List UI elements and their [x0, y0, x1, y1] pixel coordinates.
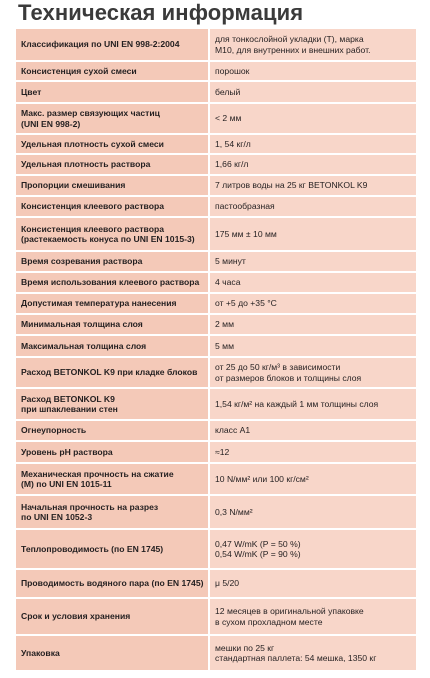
- row-label: Консистенция клеевого раствора (растекаемость конуса по UNI EN 1015-3): [21, 223, 195, 244]
- row-value: 12 месяцев в оригинальной упаковке в сухом прохладном месте: [215, 606, 364, 627]
- tech-info-table: [16, 29, 416, 670]
- row-label: Минимальная толщина слоя: [21, 319, 143, 330]
- table-row: [16, 442, 416, 464]
- row-label: Максимальная толщина слоя: [21, 340, 147, 351]
- row-label: Расход BETONKOL K9 при кладке блоков: [21, 367, 198, 378]
- row-value: 5 минут: [215, 256, 246, 267]
- table-row: [16, 176, 416, 197]
- row-value: пастообразная: [215, 201, 275, 212]
- row-value: 7 литров воды на 25 кг BETONKOL K9: [215, 180, 368, 191]
- row-label: Теплопроводимость (по EN 1745): [21, 543, 164, 554]
- row-value: 175 мм ± 10 мм: [215, 228, 277, 239]
- table-row: [16, 636, 416, 670]
- row-value: мешки по 25 кг стандартная паллета: 54 мешка, 1350 кг: [215, 642, 377, 663]
- table-row: [16, 218, 416, 252]
- row-value: 1,66 кг/л: [215, 159, 249, 170]
- row-value: 0,47 W/mK (P = 50 %) 0,54 W/mK (P = 90 %): [215, 538, 301, 559]
- table-row: [16, 62, 416, 82]
- row-value: ≈12: [215, 446, 230, 457]
- row-label: Проводимость водяного пара (по EN 1745): [21, 578, 204, 589]
- row-label: Допустимая температура нанесения: [21, 298, 177, 309]
- row-label: Пропорции смешивания: [21, 180, 126, 191]
- table-row: [16, 315, 416, 336]
- table-row: [16, 570, 416, 599]
- table-row: [16, 294, 416, 315]
- row-value: 0,3 N/мм²: [215, 506, 253, 517]
- row-label: Время созревания раствора: [21, 256, 143, 267]
- row-value: класс A1: [215, 425, 251, 436]
- row-label: Время использования клеевого раствора: [21, 277, 200, 288]
- row-label: Удельная плотность сухой смеси: [21, 138, 164, 149]
- row-value: < 2 мм: [215, 113, 242, 124]
- table-row: [16, 273, 416, 294]
- row-label: Расход BETONKOL K9 при шпаклевании стен: [21, 393, 118, 414]
- table-row: [16, 155, 416, 176]
- row-value: 4 часа: [215, 277, 241, 288]
- table-row: [16, 358, 416, 389]
- table-row: [16, 421, 416, 442]
- row-label: Удельная плотность раствора: [21, 159, 151, 170]
- row-label: Механическая прочность на сжатие (M) по UNI EN 1015-11: [21, 468, 174, 489]
- table-row: [16, 197, 416, 218]
- row-label: Классификация по UNI EN 998-2:2004: [21, 39, 180, 50]
- table-row: [16, 252, 416, 273]
- row-value: белый: [215, 86, 241, 97]
- row-label: Цвет: [21, 86, 42, 97]
- table-row: [16, 599, 416, 636]
- row-value: 1,54 кг/м² на каждый 1 мм толщины слоя: [215, 398, 379, 409]
- table-row: [16, 496, 416, 530]
- table-row: [16, 29, 416, 62]
- row-value: μ 5/20: [215, 578, 240, 589]
- row-label: Консистенция сухой смеси: [21, 65, 137, 76]
- row-value: порошок: [215, 65, 250, 76]
- row-label: Начальная прочность на разрез по UNI EN 1052-3: [21, 501, 159, 522]
- table-row: [16, 135, 416, 155]
- row-label: Срок и условия хранения: [21, 611, 131, 622]
- row-label: Уровень pH раствора: [21, 446, 113, 457]
- row-value: для тонкослойной укладки (T), марка M10, для внутренних и внешних работ.: [215, 34, 371, 55]
- table-row: [16, 530, 416, 570]
- row-label: Консистенция клеевого раствора: [21, 201, 164, 212]
- row-value: 2 мм: [215, 319, 234, 330]
- row-label: Упаковка: [21, 647, 60, 658]
- page-title: Техническая информация: [18, 0, 304, 25]
- row-value: от +5 до +35 °C: [215, 298, 277, 309]
- row-value: 1, 54 кг/л: [215, 138, 251, 149]
- table-row: [16, 82, 416, 104]
- row-label: Огнеупорность: [21, 425, 87, 436]
- row-value: от 25 до 50 кг/м³ в зависимости от размеров блоков и толщины слоя: [215, 362, 362, 383]
- row-value: 10 N/мм² или 100 кг/см²: [215, 473, 309, 484]
- table-row: [16, 336, 416, 358]
- row-value: 5 мм: [215, 340, 234, 351]
- row-label: Макс. размер связующих частиц (UNI EN 998-2): [21, 108, 160, 129]
- table-row: [16, 104, 416, 135]
- table-row: [16, 464, 416, 496]
- table-row: [16, 389, 416, 421]
